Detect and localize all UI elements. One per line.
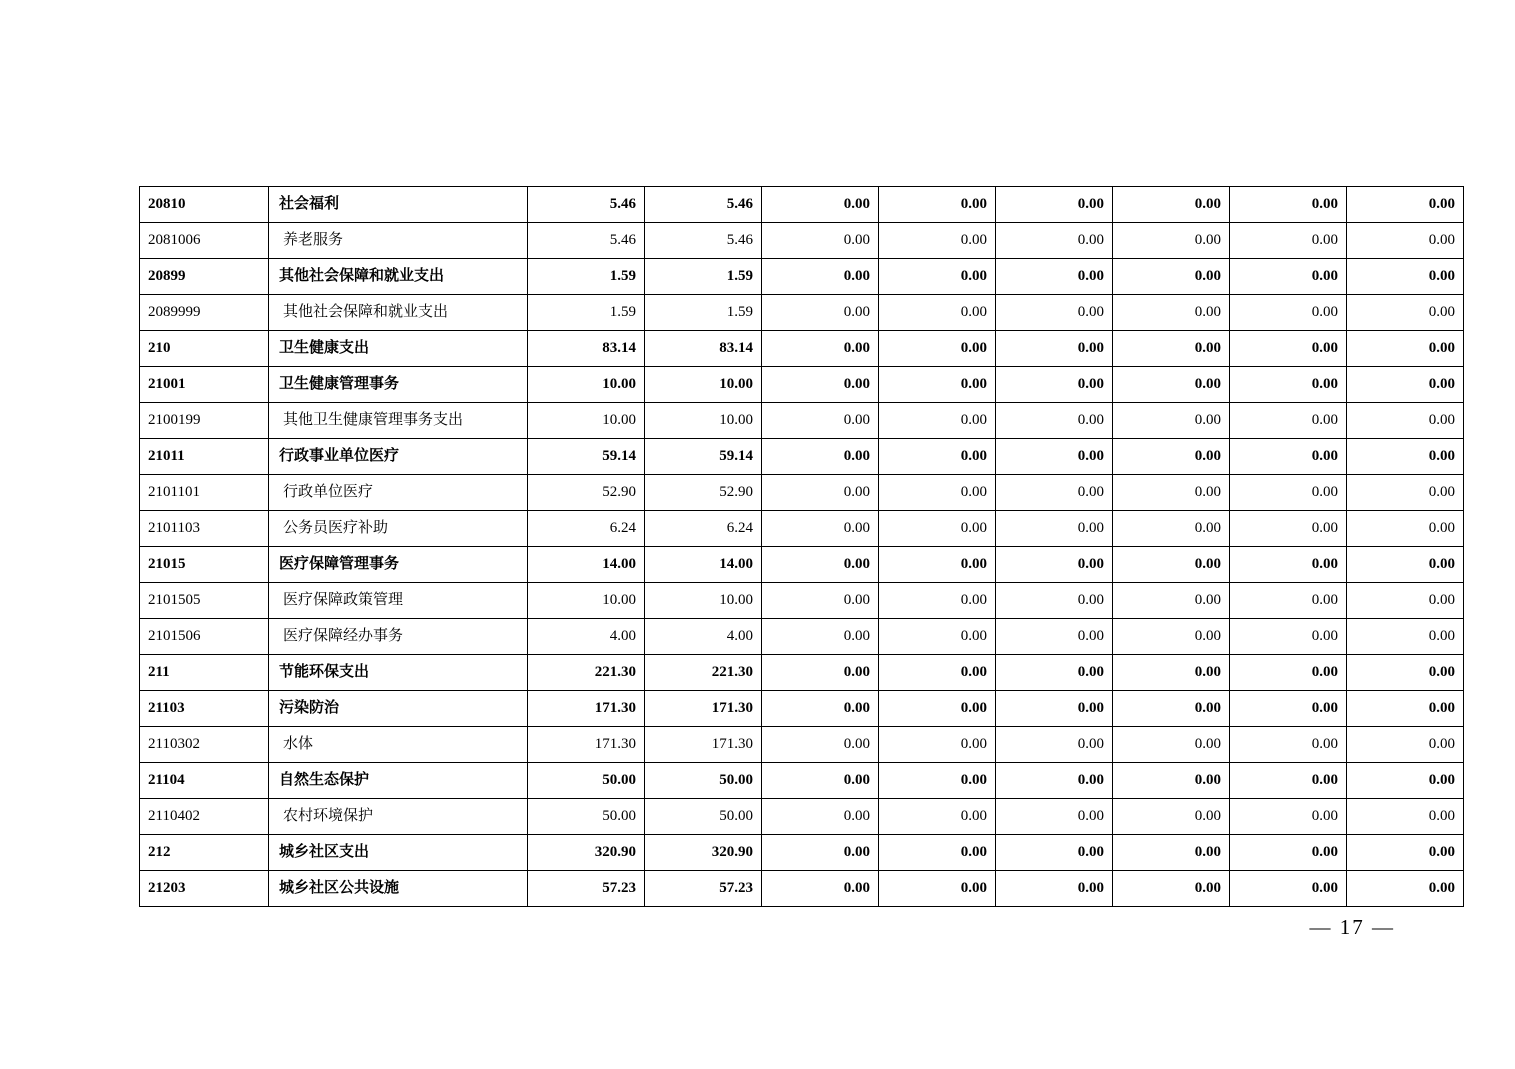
row-value: 0.00 [1347,799,1464,835]
row-value: 5.46 [645,223,762,259]
row-value: 0.00 [1113,799,1230,835]
row-value: 0.00 [1347,511,1464,547]
table-row [140,619,1464,655]
row-name: 医疗保障管理事务 [269,547,528,583]
row-value: 0.00 [1230,763,1347,799]
row-value: 0.00 [762,367,879,403]
row-value: 0.00 [1347,547,1464,583]
row-code: 2100199 [140,403,269,439]
row-value: 0.00 [1113,655,1230,691]
row-value: 0.00 [1230,475,1347,511]
row-value: 0.00 [1347,331,1464,367]
row-value: 50.00 [645,799,762,835]
budget-expenditure-table [139,186,1464,907]
table-row [140,727,1464,763]
row-value: 59.14 [645,439,762,475]
row-value: 59.14 [528,439,645,475]
row-value: 0.00 [1347,763,1464,799]
row-value: 0.00 [996,583,1113,619]
row-code: 2101101 [140,475,269,511]
row-value: 0.00 [1230,619,1347,655]
row-value: 320.90 [528,835,645,871]
row-name: 行政事业单位医疗 [269,439,528,475]
row-value: 0.00 [1113,511,1230,547]
row-value: 4.00 [645,619,762,655]
row-value: 0.00 [879,367,996,403]
row-value: 10.00 [645,367,762,403]
row-value: 52.90 [528,475,645,511]
row-value: 320.90 [645,835,762,871]
table-row [140,439,1464,475]
row-value: 0.00 [762,727,879,763]
row-code: 20899 [140,259,269,295]
table-row [140,475,1464,511]
row-value: 0.00 [996,223,1113,259]
row-value: 6.24 [528,511,645,547]
row-value: 0.00 [996,295,1113,331]
row-value: 0.00 [1347,439,1464,475]
row-value: 0.00 [762,655,879,691]
row-value: 0.00 [996,763,1113,799]
row-name: 卫生健康管理事务 [269,367,528,403]
row-name: 医疗保障经办事务 [269,619,528,655]
row-value: 0.00 [1113,223,1230,259]
row-value: 0.00 [1230,655,1347,691]
row-value: 0.00 [1347,835,1464,871]
row-value: 1.59 [528,295,645,331]
row-value: 0.00 [996,655,1113,691]
row-value: 0.00 [1113,547,1230,583]
row-value: 0.00 [1230,871,1347,907]
row-value: 0.00 [762,187,879,223]
row-value: 0.00 [1113,187,1230,223]
row-value: 171.30 [528,727,645,763]
row-code: 20810 [140,187,269,223]
row-value: 1.59 [528,259,645,295]
row-code: 21001 [140,367,269,403]
row-name: 城乡社区公共设施 [269,871,528,907]
row-value: 0.00 [1230,835,1347,871]
row-value: 57.23 [528,871,645,907]
row-name: 社会福利 [269,187,528,223]
row-value: 0.00 [1347,583,1464,619]
row-value: 0.00 [879,655,996,691]
row-value: 0.00 [996,871,1113,907]
row-name: 节能环保支出 [269,655,528,691]
row-value: 0.00 [996,187,1113,223]
table-row [140,583,1464,619]
row-value: 0.00 [996,727,1113,763]
row-name: 公务员医疗补助 [269,511,528,547]
row-code: 212 [140,835,269,871]
row-value: 10.00 [645,583,762,619]
table-row [140,655,1464,691]
row-value: 0.00 [1230,187,1347,223]
row-name: 医疗保障政策管理 [269,583,528,619]
row-value: 0.00 [1347,727,1464,763]
row-code: 21015 [140,547,269,583]
table-row [140,691,1464,727]
row-value: 0.00 [1230,223,1347,259]
row-value: 0.00 [1113,583,1230,619]
table-row [140,799,1464,835]
row-value: 52.90 [645,475,762,511]
table-row [140,187,1464,223]
row-value: 83.14 [528,331,645,367]
row-value: 0.00 [996,439,1113,475]
row-value: 0.00 [879,727,996,763]
row-name: 城乡社区支出 [269,835,528,871]
row-value: 0.00 [1113,295,1230,331]
row-value: 0.00 [879,475,996,511]
row-name: 其他社会保障和就业支出 [269,295,528,331]
row-value: 0.00 [1113,763,1230,799]
table-row [140,259,1464,295]
row-value: 0.00 [762,223,879,259]
row-value: 0.00 [1113,727,1230,763]
row-code: 21103 [140,691,269,727]
row-name: 自然生态保护 [269,763,528,799]
row-code: 2101505 [140,583,269,619]
row-value: 0.00 [762,583,879,619]
row-name: 其他社会保障和就业支出 [269,259,528,295]
row-value: 0.00 [1230,295,1347,331]
row-value: 0.00 [762,475,879,511]
row-value: 0.00 [879,439,996,475]
row-code: 2101103 [140,511,269,547]
row-value: 0.00 [1113,403,1230,439]
row-value: 0.00 [1347,475,1464,511]
row-code: 2081006 [140,223,269,259]
row-name: 水体 [269,727,528,763]
row-value: 0.00 [879,259,996,295]
table-body [140,187,1464,907]
row-value: 0.00 [1113,835,1230,871]
row-value: 0.00 [1347,655,1464,691]
row-code: 210 [140,331,269,367]
row-value: 0.00 [879,763,996,799]
row-value: 0.00 [879,295,996,331]
row-value: 5.46 [528,223,645,259]
row-value: 0.00 [996,403,1113,439]
row-value: 0.00 [996,799,1113,835]
row-value: 0.00 [996,367,1113,403]
row-value: 0.00 [879,223,996,259]
row-value: 0.00 [762,619,879,655]
row-value: 10.00 [528,403,645,439]
row-name: 污染防治 [269,691,528,727]
row-value: 0.00 [996,619,1113,655]
table-row [140,871,1464,907]
row-value: 0.00 [996,835,1113,871]
row-name: 行政单位医疗 [269,475,528,511]
table-row [140,511,1464,547]
row-value: 0.00 [762,763,879,799]
row-value: 0.00 [879,835,996,871]
row-value: 0.00 [1230,367,1347,403]
row-value: 1.59 [645,259,762,295]
table-row [140,367,1464,403]
row-value: 0.00 [1230,439,1347,475]
row-value: 221.30 [645,655,762,691]
row-value: 50.00 [645,763,762,799]
row-value: 0.00 [762,511,879,547]
row-value: 0.00 [1113,619,1230,655]
row-value: 171.30 [528,691,645,727]
row-value: 83.14 [645,331,762,367]
row-value: 0.00 [762,403,879,439]
row-value: 1.59 [645,295,762,331]
row-value: 0.00 [879,583,996,619]
table-row [140,295,1464,331]
row-value: 0.00 [1347,403,1464,439]
row-value: 0.00 [879,691,996,727]
row-value: 0.00 [762,259,879,295]
row-value: 0.00 [1113,871,1230,907]
row-value: 0.00 [1347,295,1464,331]
row-value: 0.00 [879,871,996,907]
row-name: 卫生健康支出 [269,331,528,367]
row-value: 0.00 [1347,187,1464,223]
row-value: 171.30 [645,727,762,763]
row-value: 10.00 [528,367,645,403]
row-value: 0.00 [1347,223,1464,259]
row-value: 10.00 [645,403,762,439]
row-value: 0.00 [1347,259,1464,295]
row-value: 0.00 [1230,547,1347,583]
row-code: 2110402 [140,799,269,835]
row-value: 0.00 [996,511,1113,547]
table-row [140,763,1464,799]
table-row [140,547,1464,583]
row-value: 0.00 [996,691,1113,727]
row-value: 0.00 [879,403,996,439]
row-value: 0.00 [1230,799,1347,835]
row-value: 0.00 [1230,583,1347,619]
row-value: 14.00 [645,547,762,583]
row-code: 2101506 [140,619,269,655]
row-value: 0.00 [762,331,879,367]
row-value: 0.00 [762,439,879,475]
row-value: 0.00 [1230,331,1347,367]
row-value: 0.00 [1347,619,1464,655]
row-name: 养老服务 [269,223,528,259]
row-code: 21203 [140,871,269,907]
row-value: 6.24 [645,511,762,547]
row-value: 0.00 [1113,439,1230,475]
row-value: 0.00 [1347,691,1464,727]
row-value: 50.00 [528,763,645,799]
row-value: 0.00 [879,511,996,547]
table-row [140,835,1464,871]
row-value: 10.00 [528,583,645,619]
row-value: 0.00 [762,295,879,331]
page-number: — 17 — [1309,915,1395,939]
table-row [140,403,1464,439]
row-value: 0.00 [996,331,1113,367]
row-name: 农村环境保护 [269,799,528,835]
row-value: 0.00 [879,799,996,835]
row-value: 5.46 [645,187,762,223]
row-value: 0.00 [1230,727,1347,763]
row-value: 0.00 [879,619,996,655]
row-value: 0.00 [1347,367,1464,403]
row-value: 4.00 [528,619,645,655]
row-value: 0.00 [762,835,879,871]
row-value: 0.00 [996,475,1113,511]
row-code: 21104 [140,763,269,799]
row-value: 0.00 [879,187,996,223]
row-code: 211 [140,655,269,691]
row-code: 21011 [140,439,269,475]
row-value: 5.46 [528,187,645,223]
row-value: 0.00 [996,259,1113,295]
row-value: 0.00 [996,547,1113,583]
row-name: 其他卫生健康管理事务支出 [269,403,528,439]
row-value: 0.00 [1230,403,1347,439]
row-value: 0.00 [879,331,996,367]
row-value: 14.00 [528,547,645,583]
row-value: 0.00 [762,547,879,583]
row-value: 0.00 [1113,331,1230,367]
row-code: 2089999 [140,295,269,331]
row-value: 0.00 [762,799,879,835]
row-value: 0.00 [762,691,879,727]
table-row [140,331,1464,367]
row-value: 171.30 [645,691,762,727]
row-value: 0.00 [1230,259,1347,295]
row-value: 0.00 [1230,511,1347,547]
row-value: 0.00 [879,547,996,583]
row-value: 0.00 [1113,367,1230,403]
table-row [140,223,1464,259]
row-value: 0.00 [762,871,879,907]
row-value: 0.00 [1113,475,1230,511]
row-code: 2110302 [140,727,269,763]
row-value: 57.23 [645,871,762,907]
row-value: 0.00 [1113,259,1230,295]
row-value: 0.00 [1347,871,1464,907]
row-value: 0.00 [1230,691,1347,727]
row-value: 0.00 [1113,691,1230,727]
row-value: 50.00 [528,799,645,835]
row-value: 221.30 [528,655,645,691]
